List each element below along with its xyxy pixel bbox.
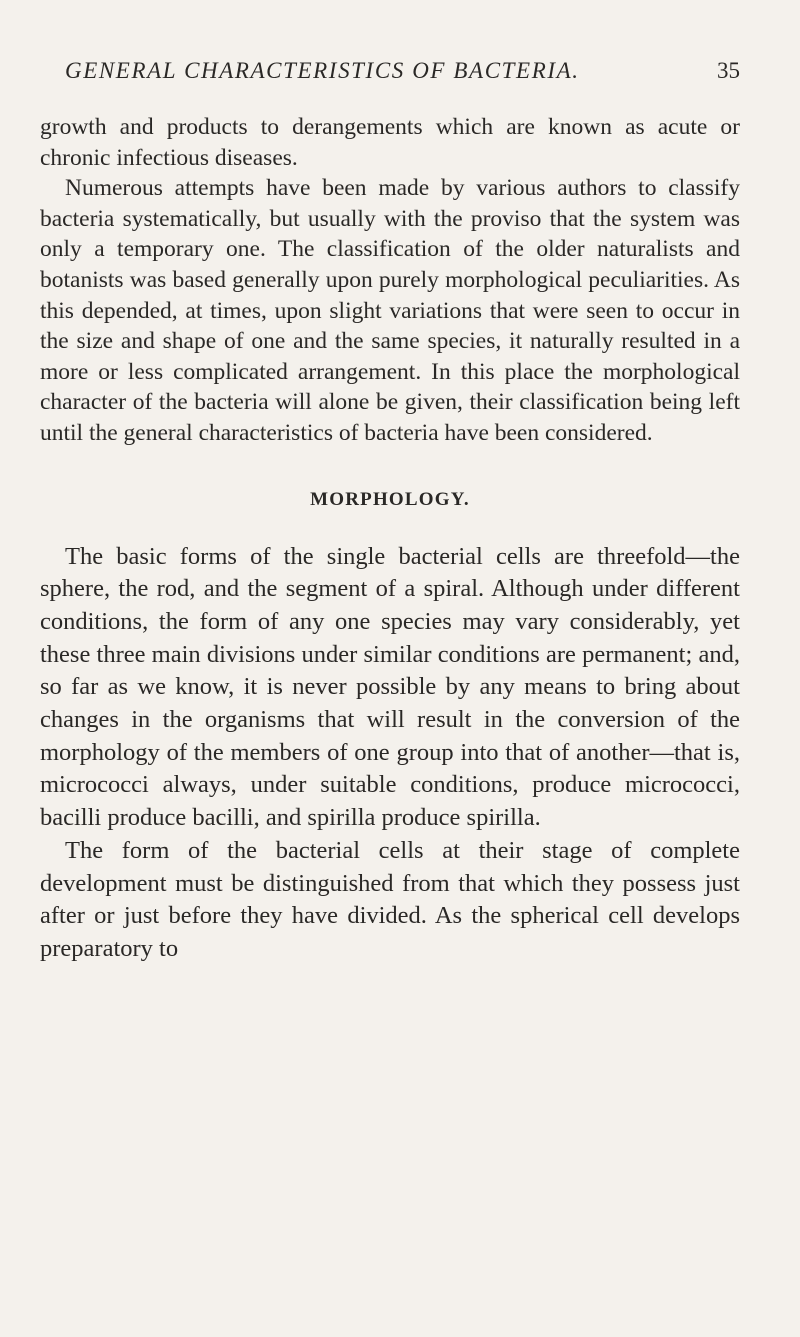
paragraph-basic-forms: The basic forms of the single bacterial cells are threefold—the sphere, the rod, and the segment of a spiral. Although under different conditions, the form of any one species may vary considerably, yet these three main divisions under similar conditions are permanent; and, so far as we know, it is never possible by any means to bring about changes in the organisms that will result in the conversion of the morphology of the members of one group into that of another—that is, micrococci always, under suitable conditions, produce micrococci, bacilli produce bacilli, and spirilla produce spirilla. (40, 542, 740, 832)
running-head (65, 58, 740, 92)
morphology-section (40, 541, 740, 966)
running-head-title: GENERAL CHARACTERISTICS OF BACTERIA. (65, 58, 580, 83)
paragraph-cell-form: The form of the bacterial cells at their stage of complete development must be distinguished from that which they possess just after or just before they have divided. As the spherical cell develops preparatory to (40, 836, 740, 962)
section-heading: MORPHOLOGY. (310, 488, 470, 510)
body-text (40, 112, 740, 449)
paragraph-continued: growth and products to derangements which are known as acute or chronic infectious diseases. (40, 114, 740, 171)
paragraph-classification: Numerous attempts have been made by various authors to classify bacteria systematically, but usually with the proviso that the system was only a temporary one. The classification of the older naturalists and botanists was based generally upon purely morphological peculiarities. As this depended, at times, upon slight variations that were seen to occur in the size and shape of one and the same species, it naturally resulted in a more or less complicated arrangement. In this place the morphological character of the bacteria will alone be given, their classification being left until the general characteristics of bacteria have been considered. (40, 175, 740, 446)
page-number: 35 (717, 58, 740, 83)
